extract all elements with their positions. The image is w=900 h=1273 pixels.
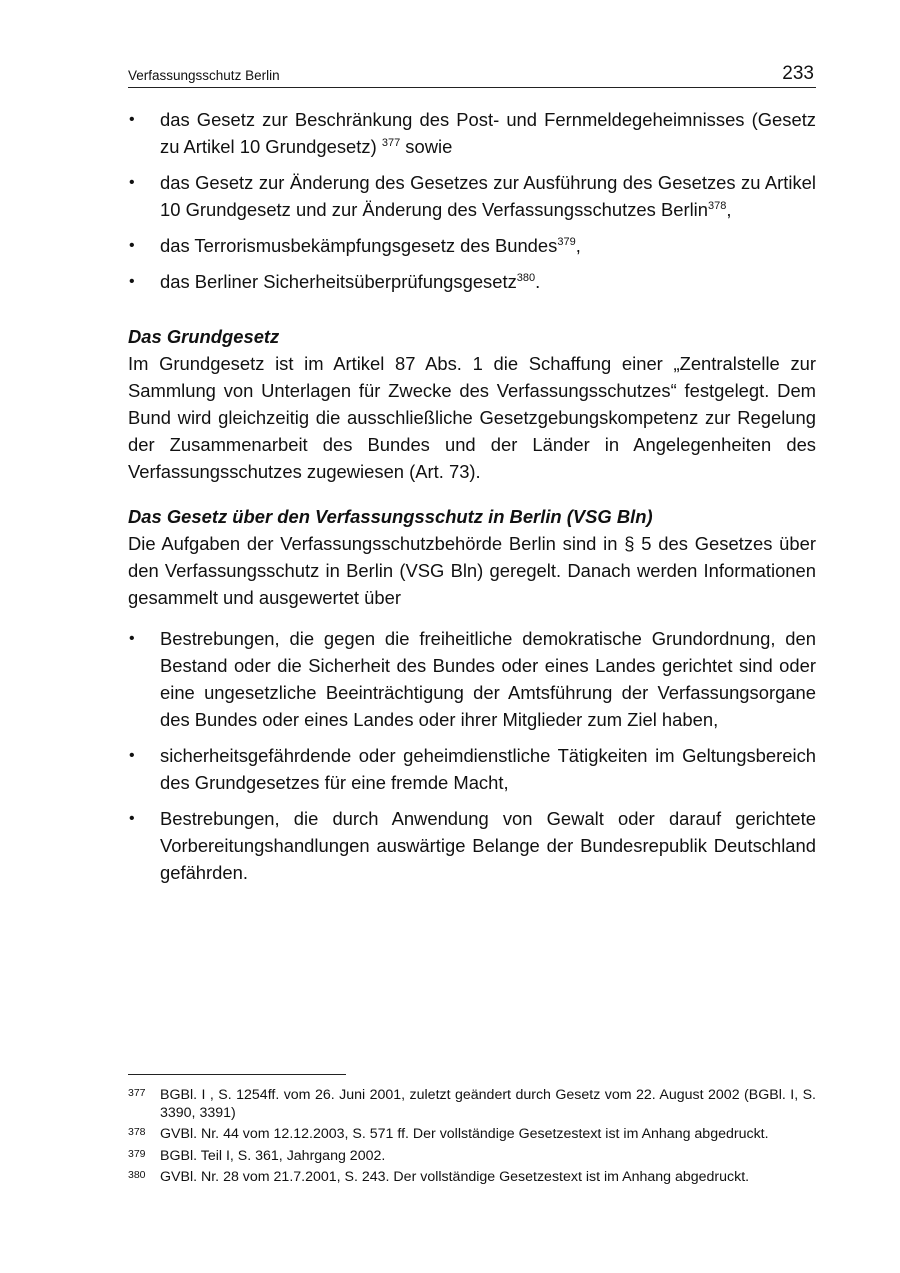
footnote-text: GVBl. Nr. 28 vom 21.7.2001, S. 243. Der vollständige Gesetzestext ist im Anhang abgedruckt.	[160, 1169, 750, 1185]
paragraph-grundgesetz: Im Grundgesetz ist im Artikel 87 Abs. 1 die Schaffung einer „Zentralstelle zur Sammlung von Unterlagen für Zwecke des Verfassungsschutzes“ festgelegt. Dem Bund wird gleichzeitig die ausschließliche Gesetzgebungskompetenz zur Regelung der Zusammenarbeit des Bundes und der Länder in Angelegenheiten des Verfassungsschutzes zugewiesen (Art. 73).	[128, 353, 816, 482]
bullet-icon: •	[129, 237, 135, 254]
page-header	[128, 58, 816, 88]
bullet-icon: •	[129, 111, 135, 128]
footnote-number: 377	[128, 1087, 146, 1099]
footnote	[128, 1148, 816, 1166]
list-item: • das Gesetz zur Beschränkung des Post- und Fernmeldegeheimnisses (Gesetz zu Artikel 10 Grundgesetz) $^{377}$ sowie	[128, 106, 816, 160]
list-item: • das Berliner Sicherheitsüberprüfungsgesetz$^{380}$.	[128, 268, 816, 295]
vsg-task-list	[128, 625, 816, 886]
footnote-ref[interactable]: 378	[707, 200, 727, 212]
footnote	[128, 1169, 816, 1187]
section-heading-grundgesetz: Das Grundgesetz	[128, 326, 280, 347]
law-list	[128, 106, 816, 295]
footnote-number: 378	[128, 1126, 146, 1138]
footnote-separator	[128, 1074, 346, 1075]
list-item: • Bestrebungen, die durch Anwendung von Gewalt oder darauf gerichtete Vorbereitungshandlungen auswärtige Belange der Bundesrepublik Deutschland gefährden.	[128, 805, 816, 886]
bullet-icon: •	[129, 174, 135, 191]
footnote-number: 380	[128, 1169, 146, 1181]
bullet-icon: •	[129, 747, 135, 764]
footnote-ref[interactable]: 379	[557, 236, 576, 248]
footnote	[128, 1087, 816, 1122]
bullet-icon: •	[129, 630, 135, 647]
list-item: • das Gesetz zur Änderung des Gesetzes zur Ausführung des Gesetzes zu Artikel 10 Grundgesetz und zur Änderung des Verfassungsschutzes Berlin$^{378}$,	[128, 169, 816, 223]
bullet-icon: •	[129, 273, 135, 290]
list-item: • das Terrorismusbekämpfungsgesetz des Bundes$^{379}$,	[128, 232, 816, 259]
footnote	[128, 1126, 816, 1144]
footnote-ref[interactable]: 377	[381, 137, 401, 149]
footnote-number: 379	[128, 1147, 146, 1160]
running-title: Verfassungsschutz Berlin	[128, 68, 280, 83]
footnote-text: BGBl. Teil I, S. 361, Jahrgang 2002.	[160, 1147, 386, 1164]
footnote-text: GVBl. Nr. 44 vom 12.12.2003, S. 571 ff. Der vollständige Gesetzestext ist im Anhang abgedruckt.	[160, 1126, 769, 1142]
footnote-text: BGBl. I , S. 1254ff. vom 26. Juni 2001, zuletzt geändert durch Gesetz vom 22. August 2002 (BGBl. I, S. 3390, 3391)	[160, 1087, 816, 1121]
footnotes	[128, 1087, 816, 1191]
bullet-icon: •	[129, 810, 135, 827]
page-number: 233	[782, 63, 814, 84]
section-heading-vsg: Das Gesetz über den Verfassungsschutz in Berlin (VSG Bln)	[128, 506, 653, 527]
list-item: • Bestrebungen, die gegen die freiheitliche demokratische Grundordnung, den Bestand oder die Sicherheit des Bundes oder eines Landes gerichtet sind oder eine ungesetzliche Beeinträchtigung der Amtsführung der Verfassungsorgane des Bundes oder eines Landes oder ihrer Mitglieder zum Ziel haben,	[128, 625, 816, 733]
paragraph-vsg: Die Aufgaben der Verfassungsschutzbehörde Berlin sind in § 5 des Gesetzes über den Verfassungsschutz in Berlin (VSG Bln) geregelt. Danach werden Informationen gesammelt und ausgewertet über	[128, 533, 816, 608]
body-text	[128, 106, 816, 895]
list-item: • sicherheitsgefährdende oder geheimdienstliche Tätigkeiten im Geltungsbereich des Grundgesetzes für eine fremde Macht,	[128, 742, 816, 796]
footnote-ref[interactable]: 380	[516, 272, 536, 284]
